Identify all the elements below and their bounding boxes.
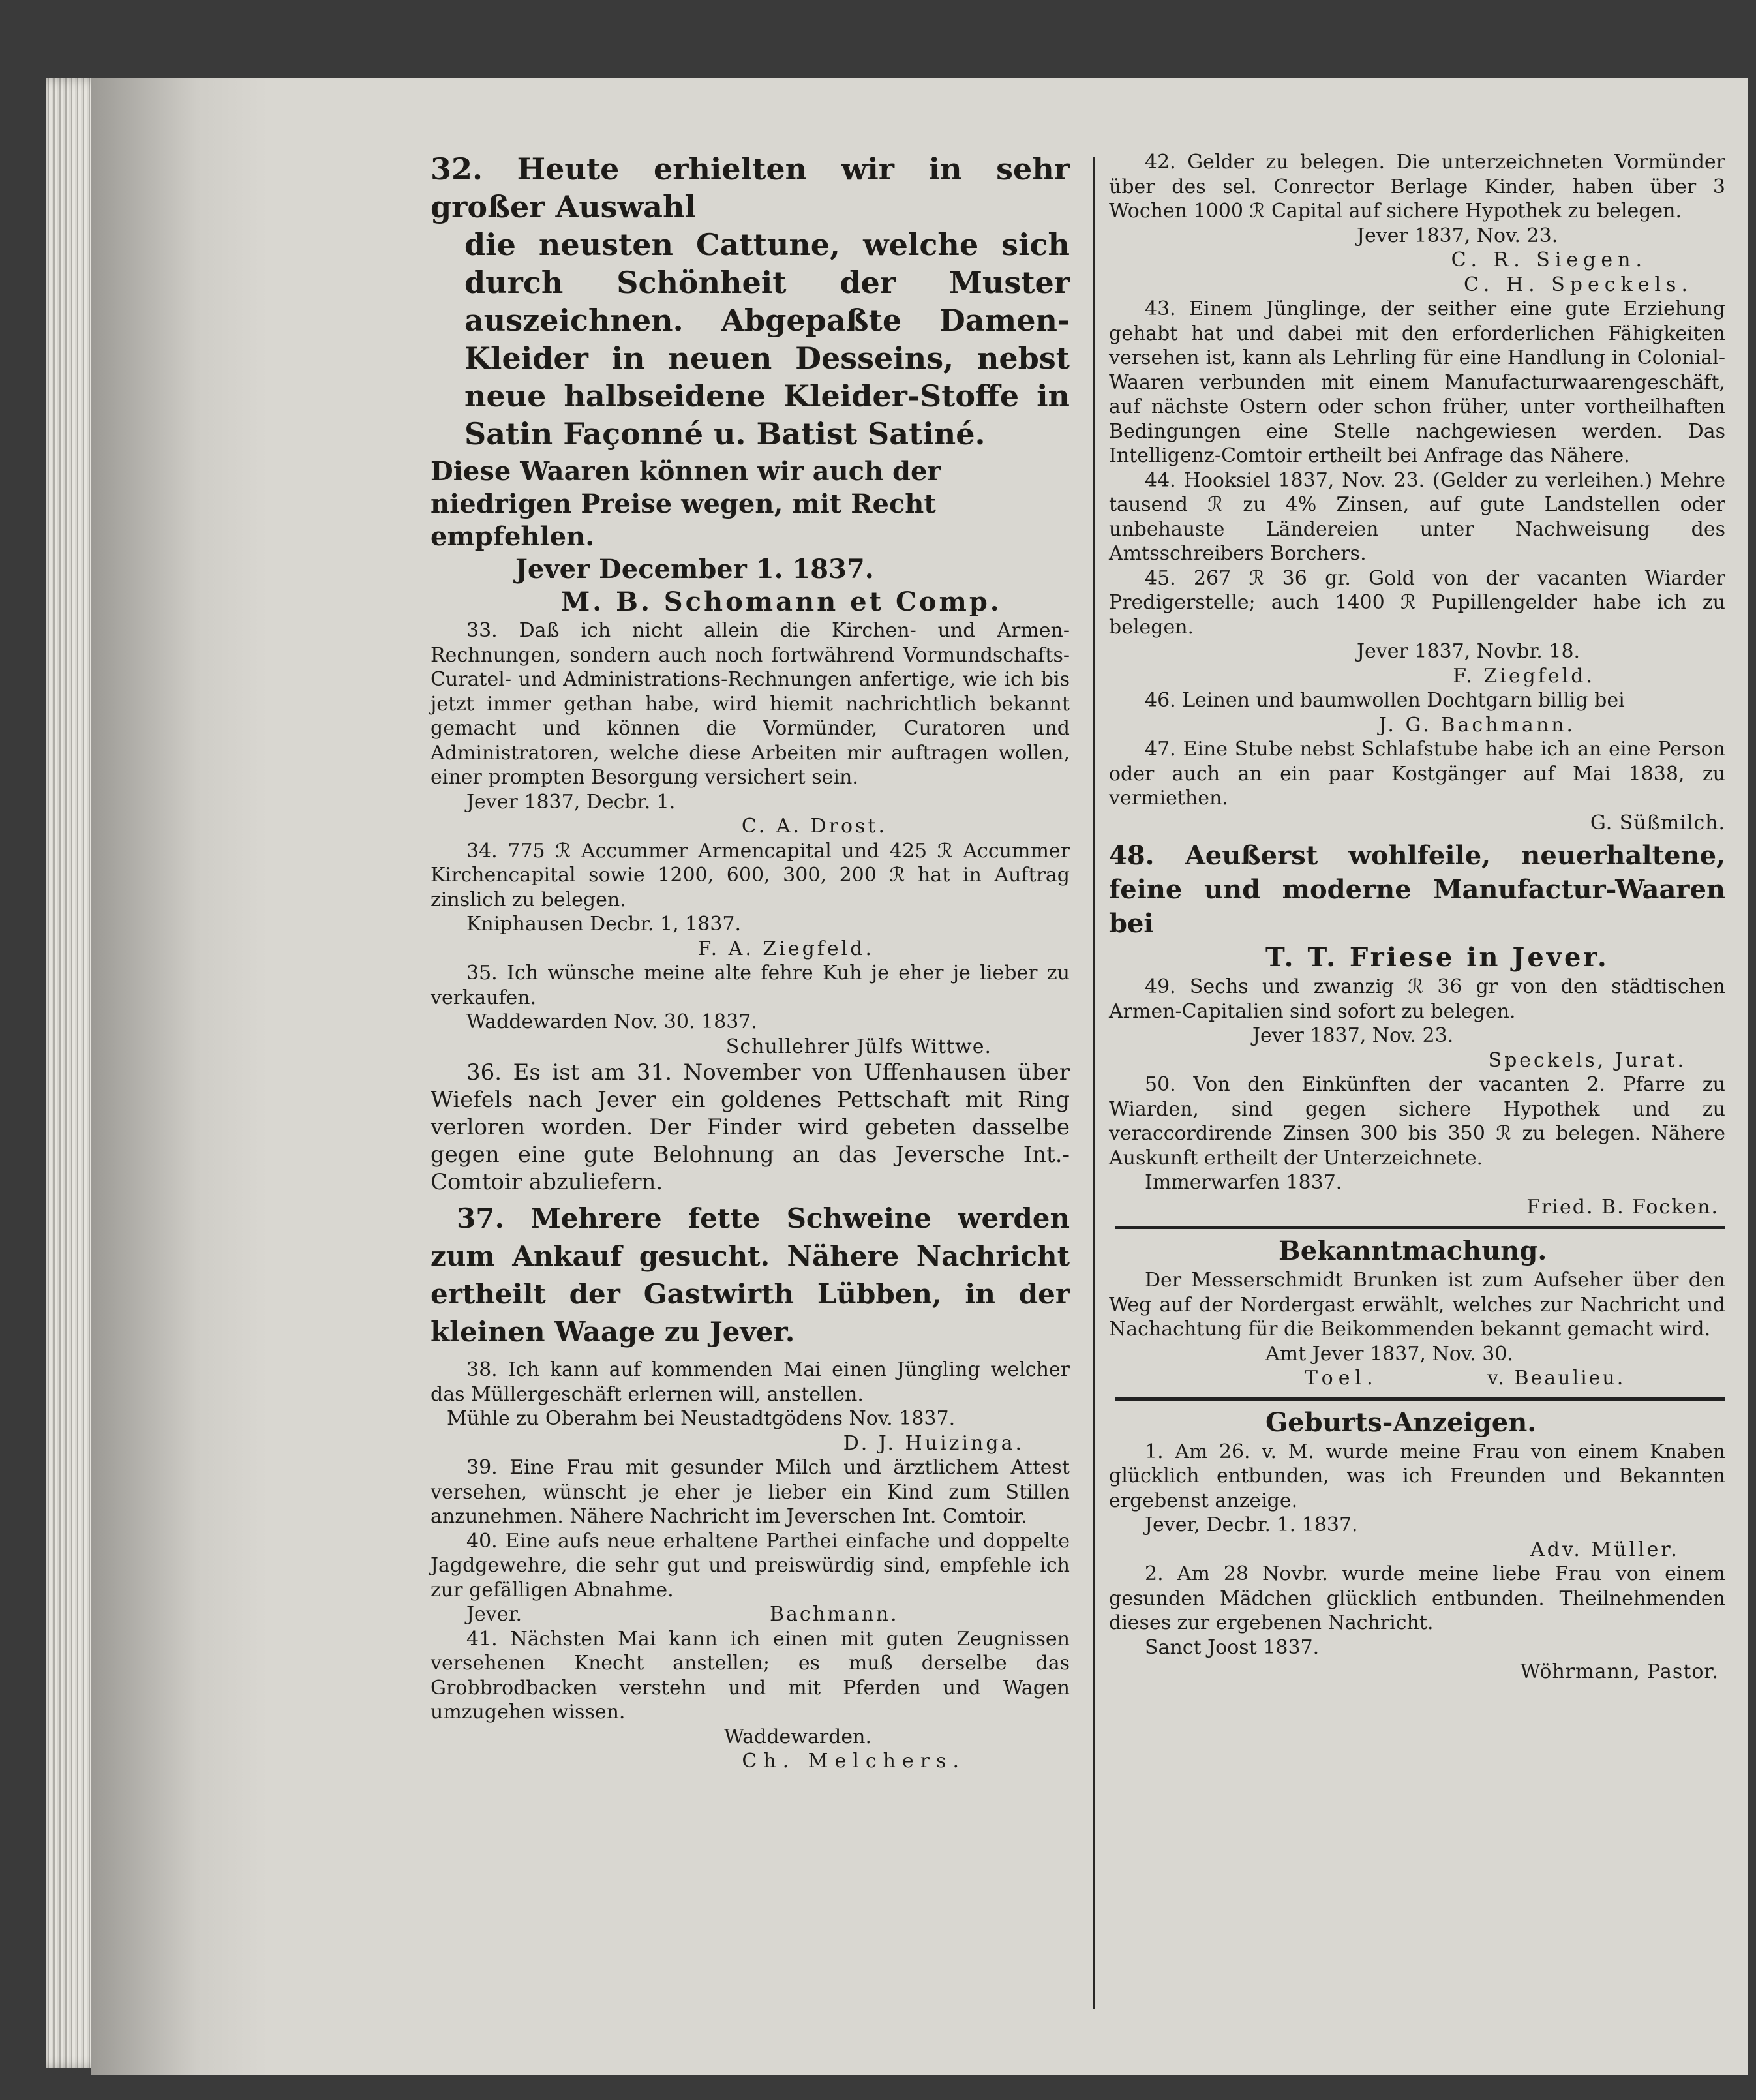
ad-38-signature: D. J. Huizinga. bbox=[843, 1431, 1024, 1455]
ad-35-text: 35. Ich wünsche meine alte fehre Kuh je eher je lieber zu verkaufen. bbox=[431, 962, 1070, 1009]
section-rule-2 bbox=[1115, 1397, 1725, 1401]
ad-41-signature: Ch. Melchers. bbox=[742, 1750, 965, 1773]
ad-45-date: Jever 1837, Novbr. 18. bbox=[1357, 640, 1581, 663]
ad-47-signature: G. Süßmilch. bbox=[1590, 811, 1725, 834]
geburt-2-text: 2. Am 28 Novbr. wurde meine liebe Frau von einem gesunden Mädchen glücklich entbunden. Theilnehmenden dieses zur ergebenen Nachricht. bbox=[1109, 1562, 1725, 1634]
ad-35-signature: Schullehrer Jülfs Wittwe. bbox=[725, 1035, 992, 1058]
bekanntmachung-date: Amt Jever 1837, Nov. 30. bbox=[1265, 1342, 1513, 1365]
ad-32-tail: Diese Waaren können wir auch der niedrigen Preise wegen, mit Recht empfehlen. bbox=[431, 456, 941, 552]
geburt-1-signature: Adv. Müller. bbox=[1530, 1538, 1680, 1561]
ad-42-signature-1: C. R. Siegen. bbox=[1451, 249, 1647, 271]
ad-35-date: Waddewarden Nov. 30. 1837. bbox=[466, 1011, 757, 1033]
ad-42-signature-2: C. H. Speckels. bbox=[1464, 273, 1693, 296]
ad-40-place: Jever. bbox=[466, 1603, 522, 1626]
ad-40-signature: Bachmann. bbox=[770, 1603, 899, 1626]
geburt-1-text: 1. Am 26. v. M. wurde meine Frau von einem Knaben glücklich entbunden, was ich Freunden und Bekannten ergebenst anzeige. bbox=[1109, 1440, 1725, 1512]
ad-49-signature: Speckels, Jurat. bbox=[1488, 1048, 1686, 1072]
geburt-2-date: Sanct Joost 1837. bbox=[1145, 1636, 1320, 1659]
section-rule bbox=[1115, 1226, 1725, 1229]
ad-37-text: 37. Mehrere fette Schweine werden zum Ankauf gesucht. Nähere Nachricht ertheilt der Gastwirth Lübben, in der kleinen Waage zu Jever. bbox=[431, 1202, 1070, 1348]
ad-33-date: Jever 1837, Decbr. 1. bbox=[466, 790, 676, 814]
ad-40-text: 40. Eine aufs neue erhaltene Parthei einfache und doppelte Jagdgewehre, die sehr gut und preiswürdig sind, empfehle ich zur gefälligen Abnahme. bbox=[431, 1529, 1070, 1602]
ad-38-date: Mühle zu Oberahm bei Neustadtgödens Nov. 1837. bbox=[447, 1407, 956, 1430]
ad-45-signature: F. Ziegfeld. bbox=[1453, 664, 1595, 688]
bekanntmachung-signature-2: v. Beaulieu. bbox=[1487, 1367, 1626, 1390]
bekanntmachung-text: Der Messerschmidt Brunken ist zum Aufseher über den Weg auf der Nordergast erwählt, welches zur Nachricht und Nachachtung für die Beikommenden bekannt gemacht wird. bbox=[1109, 1269, 1725, 1341]
ad-34-date: Kniphausen Decbr. 1, 1837. bbox=[466, 913, 742, 936]
ad-45-text: 45. 267 ℛ 36 gr. Gold von der vacanten Wiarder Predigerstelle; auch 1400 ℛ Pupillengelder habe ich zu belegen. bbox=[1109, 566, 1725, 639]
ad-43-text: 43. Einem Jünglinge, der seither eine gute Erziehung gehabt hat und dabei mit den erforderlichen Fähigkeiten versehen ist, kann als Lehrling für eine Handlung in Colonial-Waaren verbunden mit einem Manufacturwaarengeschäft, auf nächste Ostern oder schon früher, unter vortheilhaften Bedingungen eine Stelle nachgewiesen werden. Das Intelligenz-Comtoir ertheilt bei Anfrage das Nähere. bbox=[1109, 297, 1725, 467]
column-divider bbox=[1093, 157, 1095, 2009]
left-column bbox=[431, 150, 1070, 1774]
ad-47-text: 47. Eine Stube nebst Schlafstube habe ich an eine Person oder auch an ein paar Kostgänger auf Mai 1838, zu vermiethen. bbox=[1109, 738, 1725, 810]
bekanntmachung-signature-1: Toel. bbox=[1305, 1367, 1378, 1390]
ad-41-text: 41. Nächsten Mai kann ich einen mit guten Zeugnissen versehenen Knecht anstellen; es muß derselbe das Grobbrodbacken verstehn und mit Pferden und Wagen umzugehen wissen. bbox=[431, 1627, 1070, 1724]
geburt-2-signature: Wöhrmann, Pastor. bbox=[1520, 1660, 1719, 1683]
ad-49-text: 49. Sechs und zwanzig ℛ 36 gr von den städtischen Armen-Capitalien sind sofort zu belegen. bbox=[1109, 975, 1725, 1023]
ad-46-signature: J. G. Bachmann. bbox=[1378, 713, 1575, 737]
ad-41-place: Waddewarden. bbox=[724, 1725, 871, 1748]
ad-40-footer bbox=[431, 1602, 1070, 1627]
ad-48-firm: T. T. Friese in Jever. bbox=[1265, 942, 1609, 973]
bekanntmachung-title: Bekanntmachung. bbox=[1279, 1236, 1547, 1266]
ad-36-text: 36. Es ist am 31. November von Uffenhausen über Wiefels nach Jever ein goldenes Pettschaft mit Ring verloren worden. Der Finder wird gebeten dasselbe gegen eine gute Belohnung an das Jeversche Int.-Comtoir abzuliefern. bbox=[431, 1059, 1070, 1195]
ad-48-text: 48. Aeußerst wohlfeile, neuerhaltene, feine und moderne Manufactur-Waaren bei bbox=[1109, 840, 1725, 939]
ad-42-text: 42. Gelder zu belegen. Die unterzeichneten Vormünder über des sel. Conrector Berlage Kinder, haben über 3 Wochen 1000 ℛ Capital auf sichere Hypothek zu belegen. bbox=[1109, 151, 1725, 222]
ad-32-firm: M. B. Schomann et Comp. bbox=[561, 586, 1002, 617]
geburt-1-date: Jever, Decbr. 1. 1837. bbox=[1145, 1514, 1358, 1536]
ad-50-signature: Fried. B. Focken. bbox=[1526, 1195, 1719, 1219]
ad-49-date: Jever 1837, Nov. 23. bbox=[1252, 1024, 1454, 1047]
ad-38-text: 38. Ich kann auf kommenden Mai einen Jüngling welcher das Müllergeschäft erlernen will, anstellen. bbox=[431, 1358, 1070, 1406]
ad-44-text: 44. Hooksiel 1837, Nov. 23. (Gelder zu verleihen.) Mehre tausend ℛ zu 4% Zinsen, auf gute Landstellen oder unbehauste Ländereien unter Nachweisung des Amtsschreibers Borchers. bbox=[1109, 468, 1725, 565]
ad-46-text: 46. Leinen und baumwollen Dochtgarn billig bei bbox=[1145, 689, 1625, 712]
bekanntmachung-signatures bbox=[1109, 1366, 1725, 1391]
ad-34-text: 34. 775 ℛ Accummer Armencapital und 425 ℛ Accummer Kirchencapital sowie 1200, 600, 300, 200 ℛ hat in Auftrag zinslich zu belegen. bbox=[431, 839, 1070, 911]
ad-42-date: Jever 1837, Nov. 23. bbox=[1357, 224, 1558, 247]
ad-33-signature: C. A. Drost. bbox=[741, 815, 887, 838]
ad-32-body: die neusten Cattune, welche sich durch Schönheit der Muster auszeichnen. Abgepaßte Damen-Kleider in neuen Desseins, nebst neue halbseidene Kleider-Stoffe in Satin Façonné u. Batist Satiné. bbox=[464, 227, 1070, 451]
ad-50-text: 50. Von den Einkünften der vacanten 2. Pfarre zu Wiarden, sind gegen sichere Hypothek und zu veraccordirende Zinsen 300 bis 350 ℛ zu belegen. Nähere Auskunft ertheilt der Unterzeichnete. bbox=[1109, 1073, 1725, 1170]
ad-33-text: 33. Daß ich nicht allein die Kirchen- und Armen-Rechnungen, sondern auch noch fortwährend Vormundschafts-Curatel- und Administrations-Rechnungen anfertige, wie ich bis jetzt immer gethan habe, wird hiemit nachrichtlich bekannt gemacht und können die Vormünder, Curatoren und Administratoren, welche diese Arbeiten mir auftragen wollen, einer prompten Besorgung versichert sein. bbox=[431, 619, 1070, 789]
page-gutter-shadow bbox=[91, 78, 267, 2075]
geburts-title: Geburts-Anzeigen. bbox=[1265, 1407, 1537, 1438]
ad-32-date: Jever December 1. 1837. bbox=[515, 554, 874, 585]
ad-34-signature: F. A. Ziegfeld. bbox=[697, 937, 874, 960]
ad-50-date: Immerwarfen 1837. bbox=[1145, 1171, 1342, 1194]
ad-32-headline: 32. Heute erhielten wir in sehr großer Auswahl bbox=[431, 151, 1070, 224]
ad-39-text: 39. Eine Frau mit gesunder Milch und ärztlichem Attest versehen, wünscht je eher je lieber ein Kind zum Stillen anzunehmen. Nähere Nachricht im Jeverschen Int. Comtoir. bbox=[431, 1456, 1070, 1528]
right-column bbox=[1109, 150, 1725, 1684]
